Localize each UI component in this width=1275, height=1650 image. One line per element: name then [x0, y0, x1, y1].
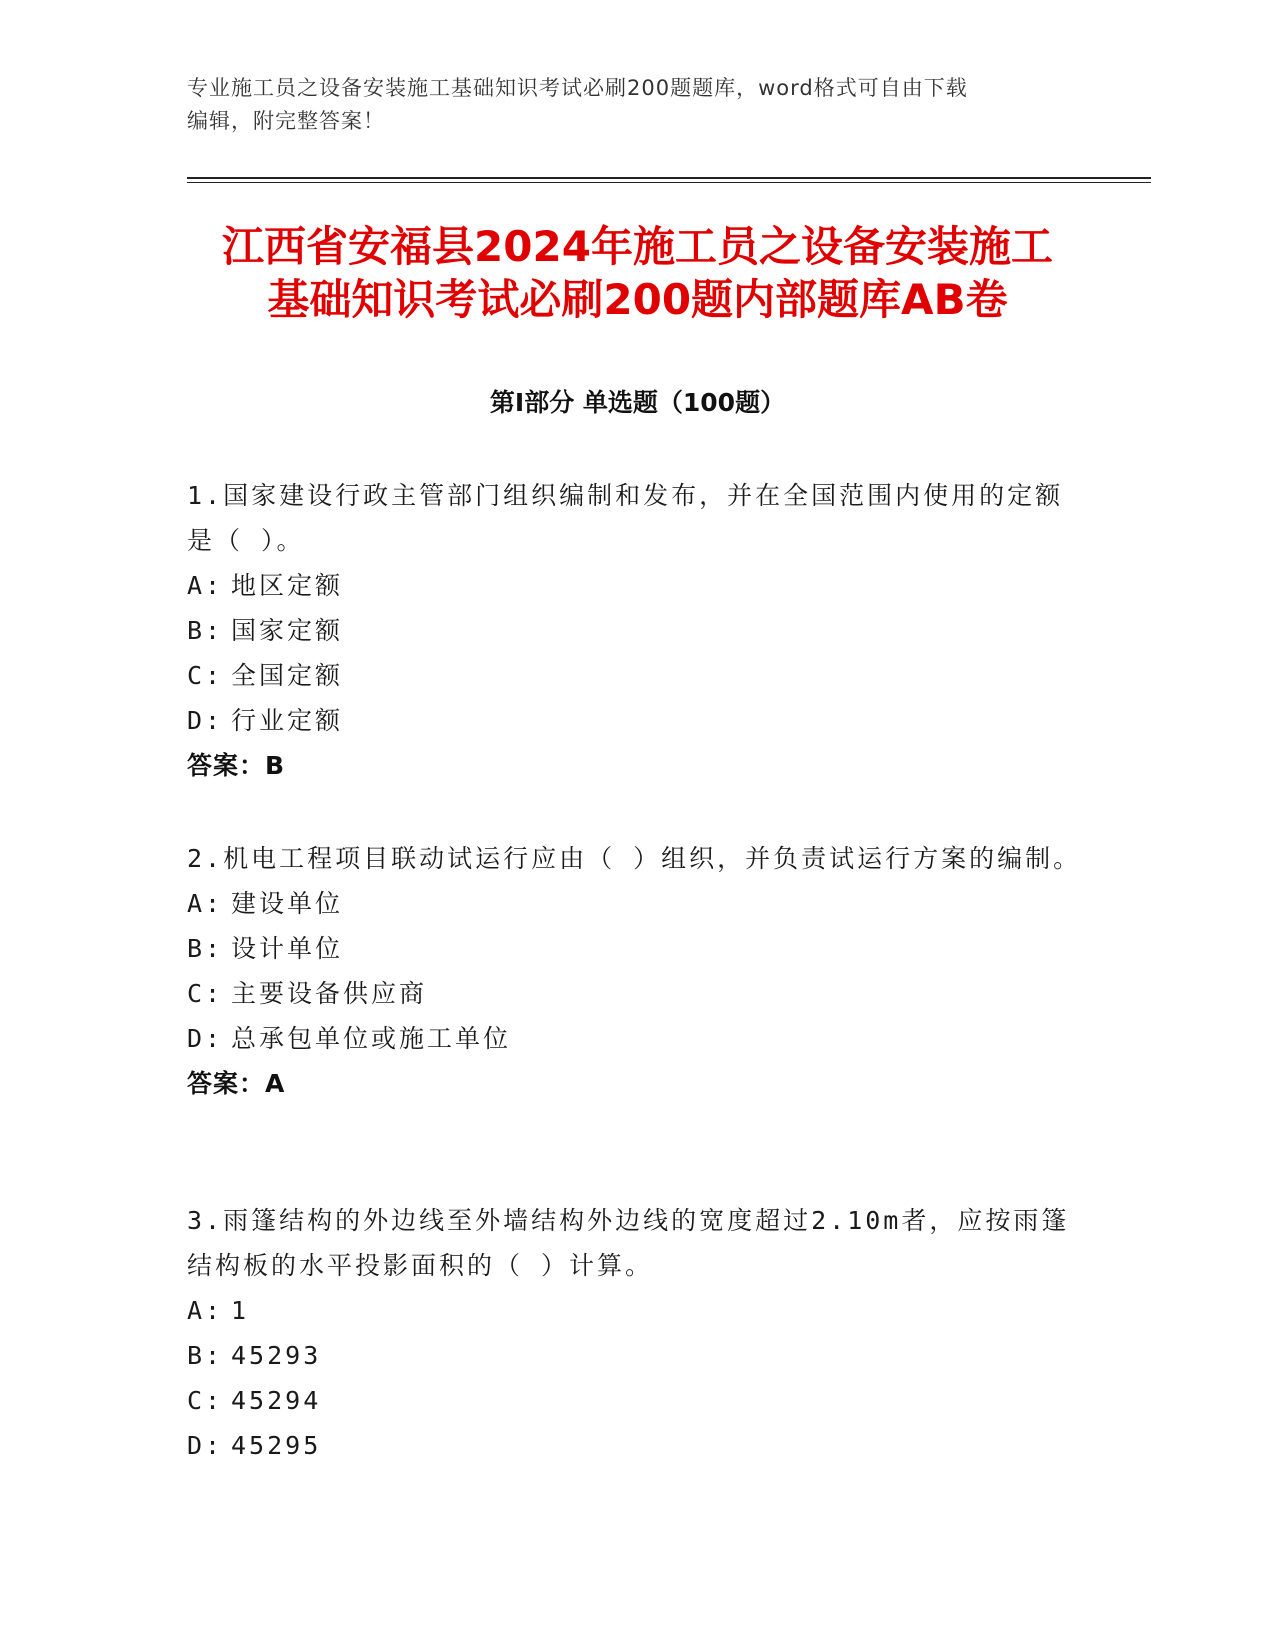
- option-letter: A:: [187, 889, 224, 918]
- option-text: 地区定额: [231, 571, 344, 600]
- question-2: [187, 836, 1087, 1106]
- option-d: [187, 698, 1087, 743]
- header-note-line-1: 专业施工员之设备安装施工基础知识考试必刷200题题库，word格式可自由下载: [187, 76, 968, 100]
- option-c: [187, 971, 1087, 1016]
- option-a: [187, 881, 1087, 926]
- option-letter: C:: [187, 979, 224, 1008]
- option-text: 总承包单位或施工单位: [231, 1024, 512, 1053]
- document-title-line-2: 基础知识考试必刷200题内部题库AB卷: [267, 275, 1008, 324]
- question-3: [187, 1198, 1087, 1468]
- answer: 答案：B: [187, 751, 286, 780]
- question-stem: 1.国家建设行政主管部门组织编制和发布，并在全国范围内使用的定额是（ ）。: [187, 481, 1064, 555]
- document-title: [150, 220, 1125, 326]
- option-text: 45294: [231, 1386, 322, 1415]
- option-letter: B:: [187, 616, 224, 645]
- option-a: [187, 1288, 1087, 1333]
- option-d: [187, 1423, 1087, 1468]
- option-b: [187, 1333, 1087, 1378]
- question-stem: 2.机电工程项目联动试运行应由（ ）组织，并负责试运行方案的编制。: [187, 844, 1082, 873]
- option-text: 建设单位: [231, 889, 344, 918]
- option-text: 设计单位: [231, 934, 344, 963]
- header-note: [187, 72, 1087, 138]
- option-text: 行业定额: [231, 706, 344, 735]
- option-c: [187, 1378, 1087, 1423]
- option-a: [187, 563, 1087, 608]
- option-letter: D:: [187, 1431, 224, 1460]
- option-letter: A:: [187, 1296, 224, 1325]
- option-letter: D:: [187, 706, 224, 735]
- question-1: [187, 473, 1087, 788]
- section-title: 第I部分 单选题（100题）: [489, 388, 786, 417]
- option-b: [187, 608, 1087, 653]
- header-divider-thin: [187, 182, 1151, 183]
- option-d: [187, 1016, 1087, 1061]
- option-letter: B:: [187, 1341, 224, 1370]
- option-letter: A:: [187, 571, 224, 600]
- option-text: 1: [231, 1296, 250, 1325]
- option-text: 全国定额: [231, 661, 344, 690]
- option-text: 45293: [231, 1341, 322, 1370]
- option-letter: C:: [187, 661, 224, 690]
- option-c: [187, 653, 1087, 698]
- option-text: 国家定额: [231, 616, 344, 645]
- option-text: 主要设备供应商: [231, 979, 428, 1008]
- option-letter: B:: [187, 934, 224, 963]
- question-stem: 3.雨篷结构的外边线至外墙结构外边线的宽度超过2.10m者，应按雨篷结构板的水平投影面积的（ ）计算。: [187, 1206, 1070, 1280]
- header-divider-thick: [187, 177, 1151, 179]
- document-title-line-1: 江西省安福县2024年施工员之设备安装施工: [222, 222, 1053, 271]
- header-note-line-2: 编辑，附完整答案！: [187, 109, 385, 133]
- option-b: [187, 926, 1087, 971]
- option-letter: D:: [187, 1024, 224, 1053]
- option-letter: C:: [187, 1386, 224, 1415]
- answer: 答案：A: [187, 1069, 286, 1098]
- option-text: 45295: [231, 1431, 322, 1460]
